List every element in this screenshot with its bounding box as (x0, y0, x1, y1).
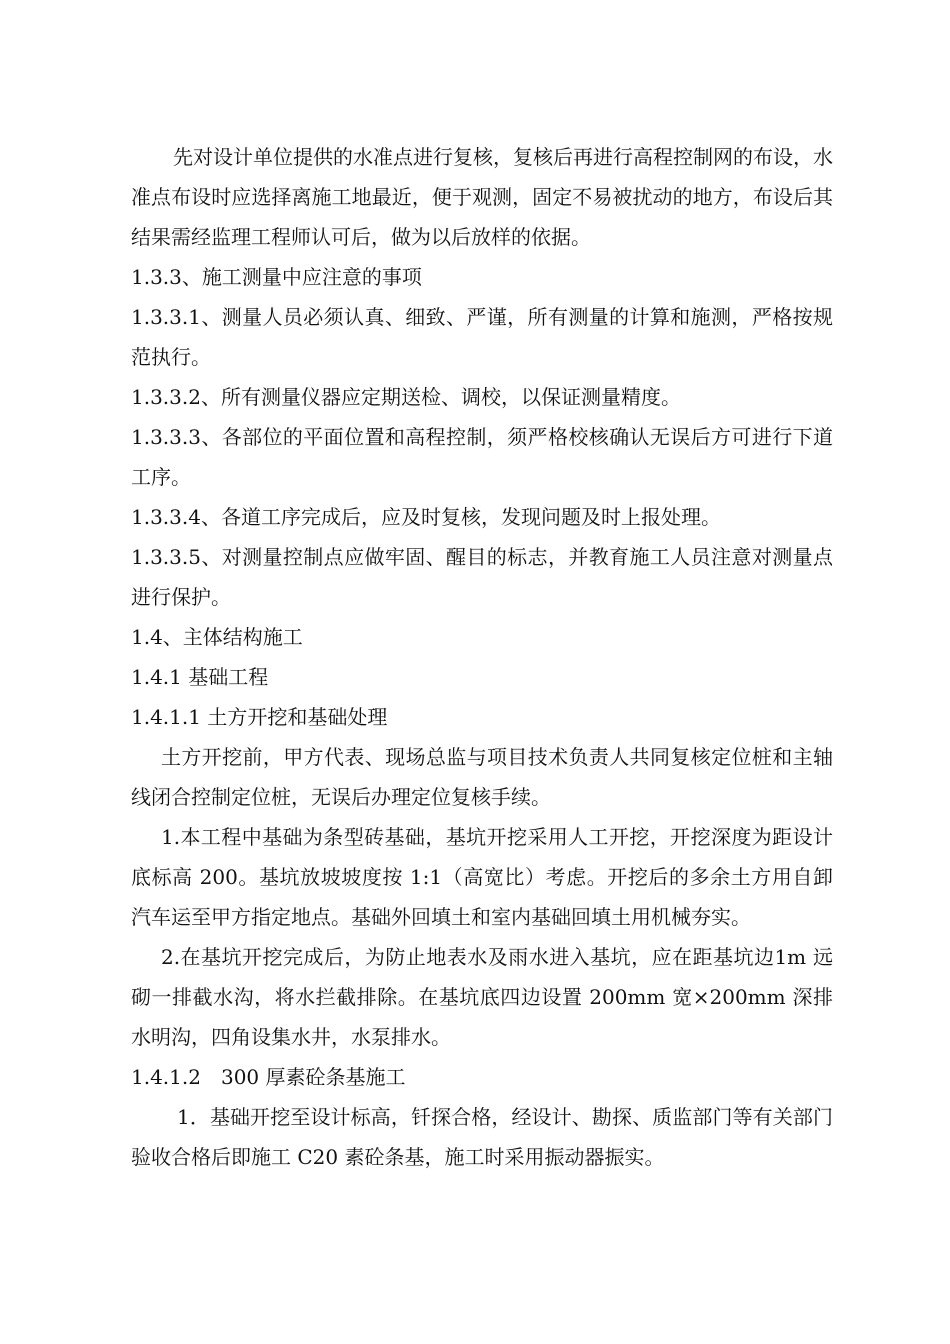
heading-1-4-1-1: 1.4.1.1 土方开挖和基础处理 (131, 705, 388, 729)
item-1-3-3-3: 1.3.3.3、各部位的平面位置和高程控制，须严格校核确认无误后方可进行下道工序。 (131, 425, 833, 489)
paragraph-benchmark-review: 先对设计单位提供的水准点进行复核，复核后再进行高程控制网的布设，水准点布设时应选择离施工地最近，便于观测，固定不易被扰动的地方，布设后其结果需经监理工程师认可后，做为以后放样的依据。 (131, 145, 833, 249)
paragraph-item-2: 2.在基坑开挖完成后，为防止地表水及雨水进入基坑，应在距基坑边1m 远砌一排截水沟，将水拦截排除。在基坑底四边设置 200mm 宽×200mm 深排水明沟，四角设集水井，水泵排水。 (131, 945, 833, 1049)
item-1-3-3-4: 1.3.3.4、各道工序完成后，应及时复核，发现问题及时上报处理。 (131, 505, 721, 529)
paragraph-item-1: 1.本工程中基础为条型砖基础，基坑开挖采用人工开挖，开挖深度为距设计底标高 200。基坑放坡坡度按 1:1（高宽比）考虑。开挖后的多余土方用自卸汽车运至甲方指定地点。基础外回填土和室内基础回填土用机械夯实。 (131, 825, 833, 929)
paragraph-foundation-item-1: 1．基础开挖至设计标高，钎探合格，经设计、勘探、质监部门等有关部门验收合格后即施工 C20 素砼条基，施工时采用振动器振实。 (131, 1105, 833, 1169)
paragraph-excavation-check: 土方开挖前，甲方代表、现场总监与项目技术负责人共同复核定位桩和主轴线闭合控制定位桩，无误后办理定位复核手续。 (131, 745, 833, 809)
item-1-3-3-2: 1.3.3.2、所有测量仪器应定期送检、调校，以保证测量精度。 (131, 385, 681, 409)
heading-1-4-1-2: 1.4.1.2 300 厚素砼条基施工 (131, 1065, 406, 1089)
item-1-3-3-5: 1.3.3.5、对测量控制点应做牢固、醒目的标志，并教育施工人员注意对测量点进行保护。 (131, 545, 833, 609)
item-1-3-3-1: 1.3.3.1、测量人员必须认真、细致、严谨，所有测量的计算和施测，严格按规范执行。 (131, 305, 833, 369)
heading-1-3-3: 1.3.3、施工测量中应注意的事项 (131, 265, 422, 289)
document-body (131, 137, 833, 1177)
heading-1-4-1: 1.4.1 基础工程 (131, 665, 269, 689)
heading-1-4: 1.4、主体结构施工 (131, 625, 303, 649)
